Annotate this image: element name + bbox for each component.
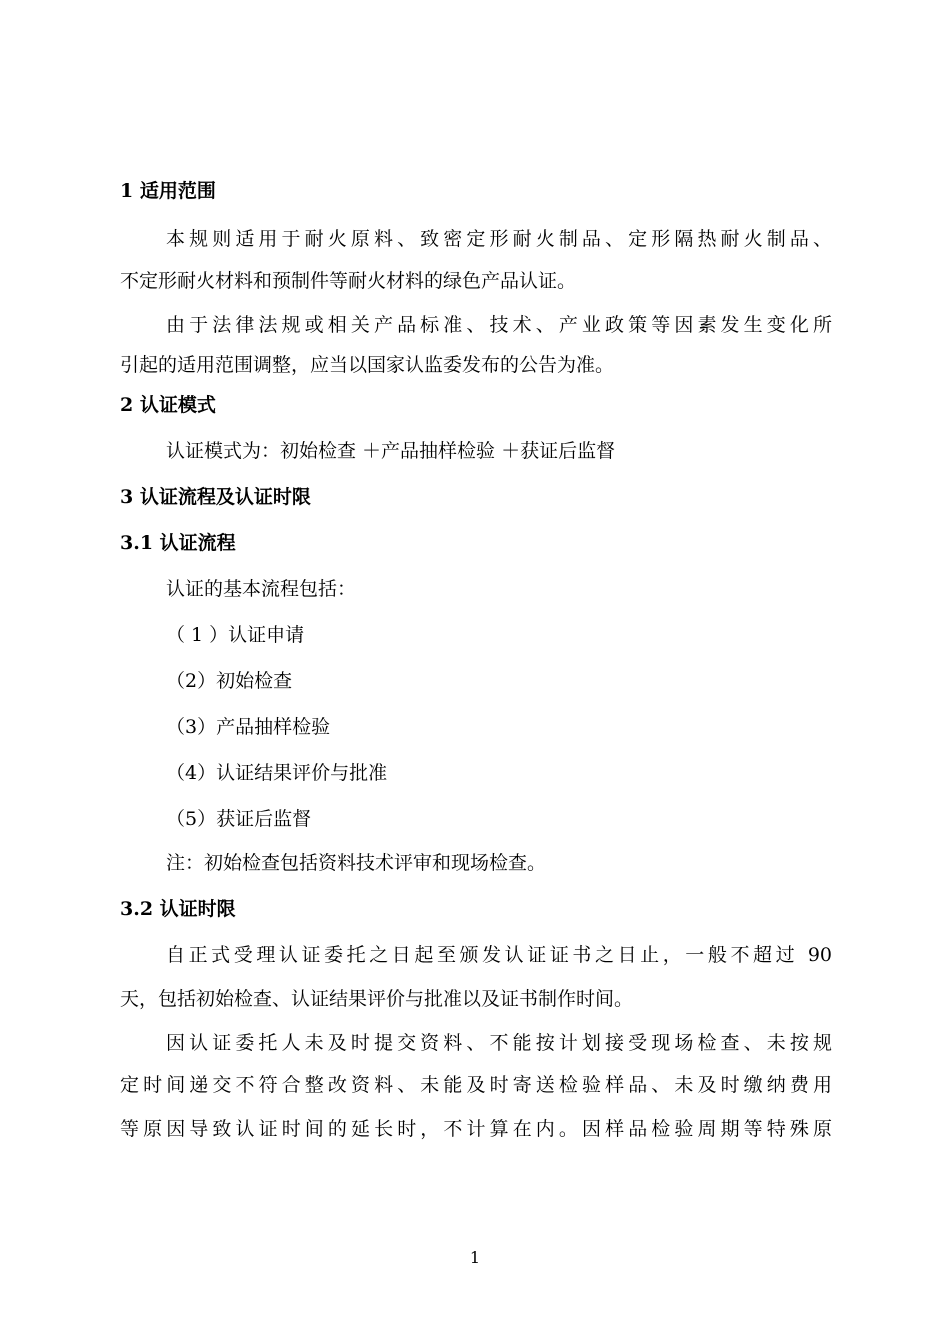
section-3-2-heading: 3.2 认证时限 (120, 898, 236, 920)
paragraph-line: 自正式受理认证委托之日起至颁发认证证书之日止，一般不超过 90 (166, 944, 832, 966)
page-number: 1 (469, 1248, 481, 1267)
paragraph-line: 天，包括初始检查、认证结果评价与批准以及证书制作时间。 (120, 988, 634, 1010)
list-item: （2）初始检查 (166, 670, 293, 692)
paragraph-line: 本规则适用于耐火原料、致密定形耐火制品、定形隔热耐火制品、 (166, 228, 832, 250)
paragraph-line: 等原因导致认证时间的延长时，不计算在内。因样品检验周期等特殊原 (120, 1118, 832, 1140)
note: 注：初始检查包括资料技术评审和现场检查。 (166, 852, 547, 874)
list-item: （4）认证结果评价与批准 (166, 762, 388, 784)
section-3-heading: 3 认证流程及认证时限 (120, 486, 311, 508)
paragraph-line: 不定形耐火材料和预制件等耐火材料的绿色产品认证。 (120, 270, 577, 292)
section-1-heading: 1 适用范围 (120, 180, 216, 202)
paragraph-line: 因认证委托人未及时提交资料、不能按计划接受现场检查、未按规 (166, 1032, 832, 1054)
list-item: （ 1 ）认证申请 (166, 624, 305, 646)
paragraph-line: 引起的适用范围调整，应当以国家认监委发布的公告为准。 (120, 354, 615, 376)
section-2-heading: 2 认证模式 (120, 394, 216, 416)
paragraph-line: 定时间递交不符合整改资料、未能及时寄送检验样品、未及时缴纳费用 (120, 1074, 832, 1096)
list-item: （3）产品抽样检验 (166, 716, 331, 738)
paragraph-line: 认证模式为：初始检查 ＋产品抽样检验 ＋获证后监督 (166, 440, 616, 462)
list-item: （5）获证后监督 (166, 808, 312, 830)
section-3-1-heading: 3.1 认证流程 (120, 532, 236, 554)
paragraph-line: 认证的基本流程包括： (166, 578, 357, 600)
paragraph-line: 由于法律法规或相关产品标准、技术、产业政策等因素发生变化所 (166, 314, 832, 336)
